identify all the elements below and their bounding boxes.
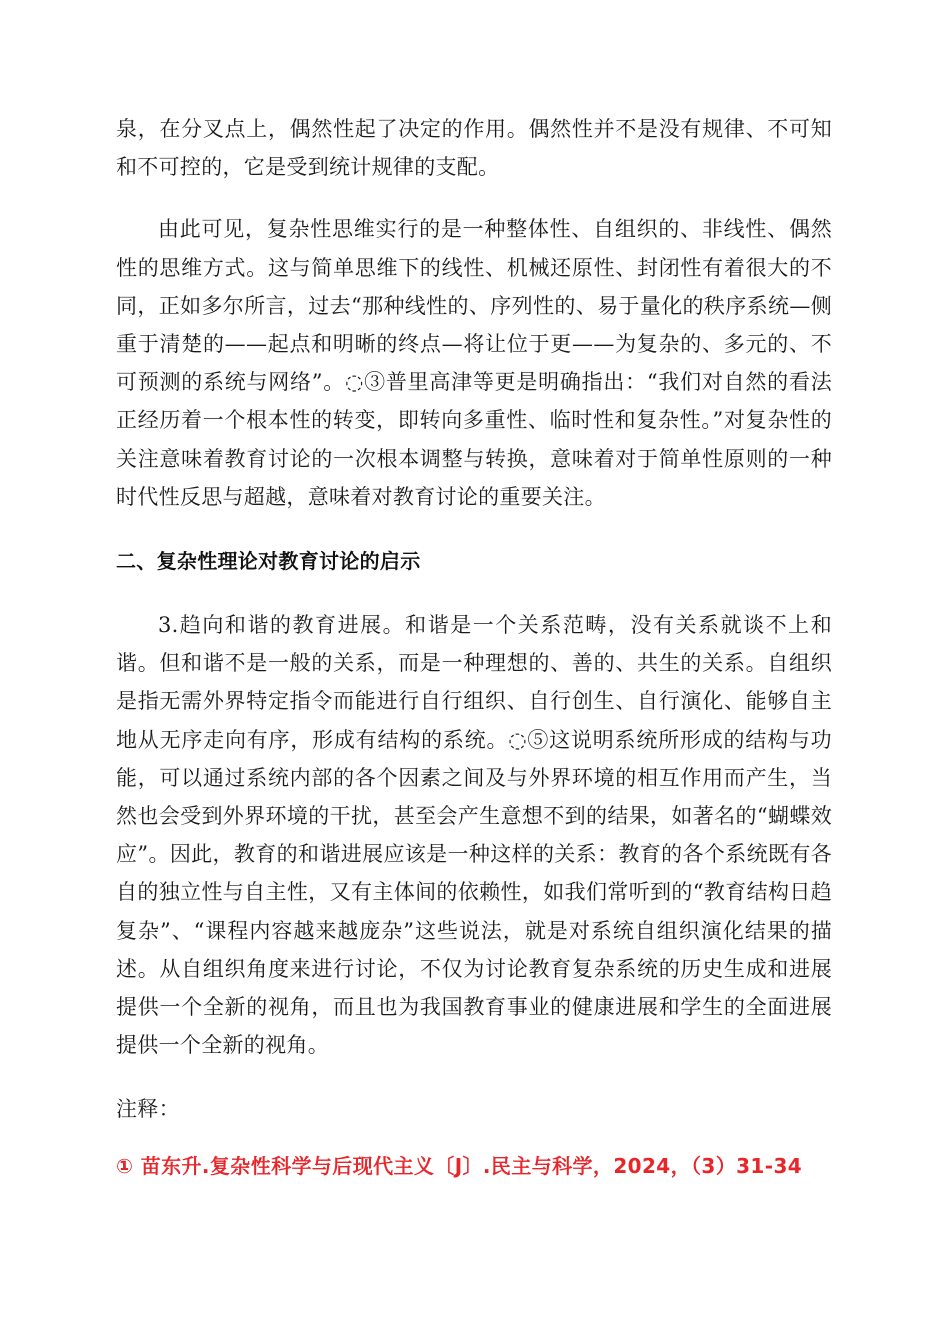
section-heading: 二、复杂性理论对教育讨论的启示 (116, 549, 421, 574)
document-page (116, 110, 832, 1181)
paragraph-complexity-thinking: 由此可见，复杂性思维实行的是一种整体性、自组织的、非线性、偶然性的思维方式。这与简单思维下的线性、机械还原性、封闭性有着很大的不同，正如多尔所言，过去“那种线性的、序列性的、易于量化的秩序系统—侧重于清楚的——起点和明晰的终点—将让位于更——为复杂的、多元的、不可预测的系统与网络”。◌③普里高津等更是明确指出：“我们对自然的看法正经历着一个根本性的转变，即转向多重性、临时性和复杂性。”对复杂性的关注意味着教育讨论的一次根本调整与转换，意味着对于简单性原则的一种时代性反思与超越，意味着对教育讨论的重要关注。 (116, 217, 832, 509)
footnote-1: ① 苗东升.复杂性科学与后现代主义〔J〕.民主与科学，2024，（3）31-34 (116, 1153, 803, 1178)
notes-label: 注释： (116, 1097, 180, 1122)
paragraph-harmonious-development: 3.趋向和谐的教育进展。和谐是一个关系范畴，没有关系就谈不上和谐。但和谐不是一般的关系，而是一种理想的、善的、共生的关系。自组织是指无需外界特定指令而能进行自行组织、自行创生、自行演化、能够自主地从无序走向有序，形成有结构的系统。◌⑤这说明系统所形成的结构与功能，可以通过系统内部的各个因素之间及与外界环境的相互作用而产生，当然也会受到外界环境的干扰，甚至会产生意想不到的结果，如著名的“蝴蝶效应”。因此，教育的和谐进展应该是一种这样的关系：教育的各个系统既有各自的独立性与自主性，又有主体间的依赖性，如我们常听到的“教育结构日趋复杂”、“课程内容越来越庞杂”这些说法，就是对系统自组织演化结果的描述。从自组织角度来进行讨论，不仅为讨论教育复杂系统的历史生成和进展提供一个全新的视角，而且也为我国教育事业的健康进展和学生的全面进展提供一个全新的视角。 (116, 613, 832, 1058)
paragraph-continuation: 泉，在分叉点上，偶然性起了决定的作用。偶然性并不是没有规律、不可知和不可控的，它是受到统计规律的支配。 (116, 117, 832, 180)
